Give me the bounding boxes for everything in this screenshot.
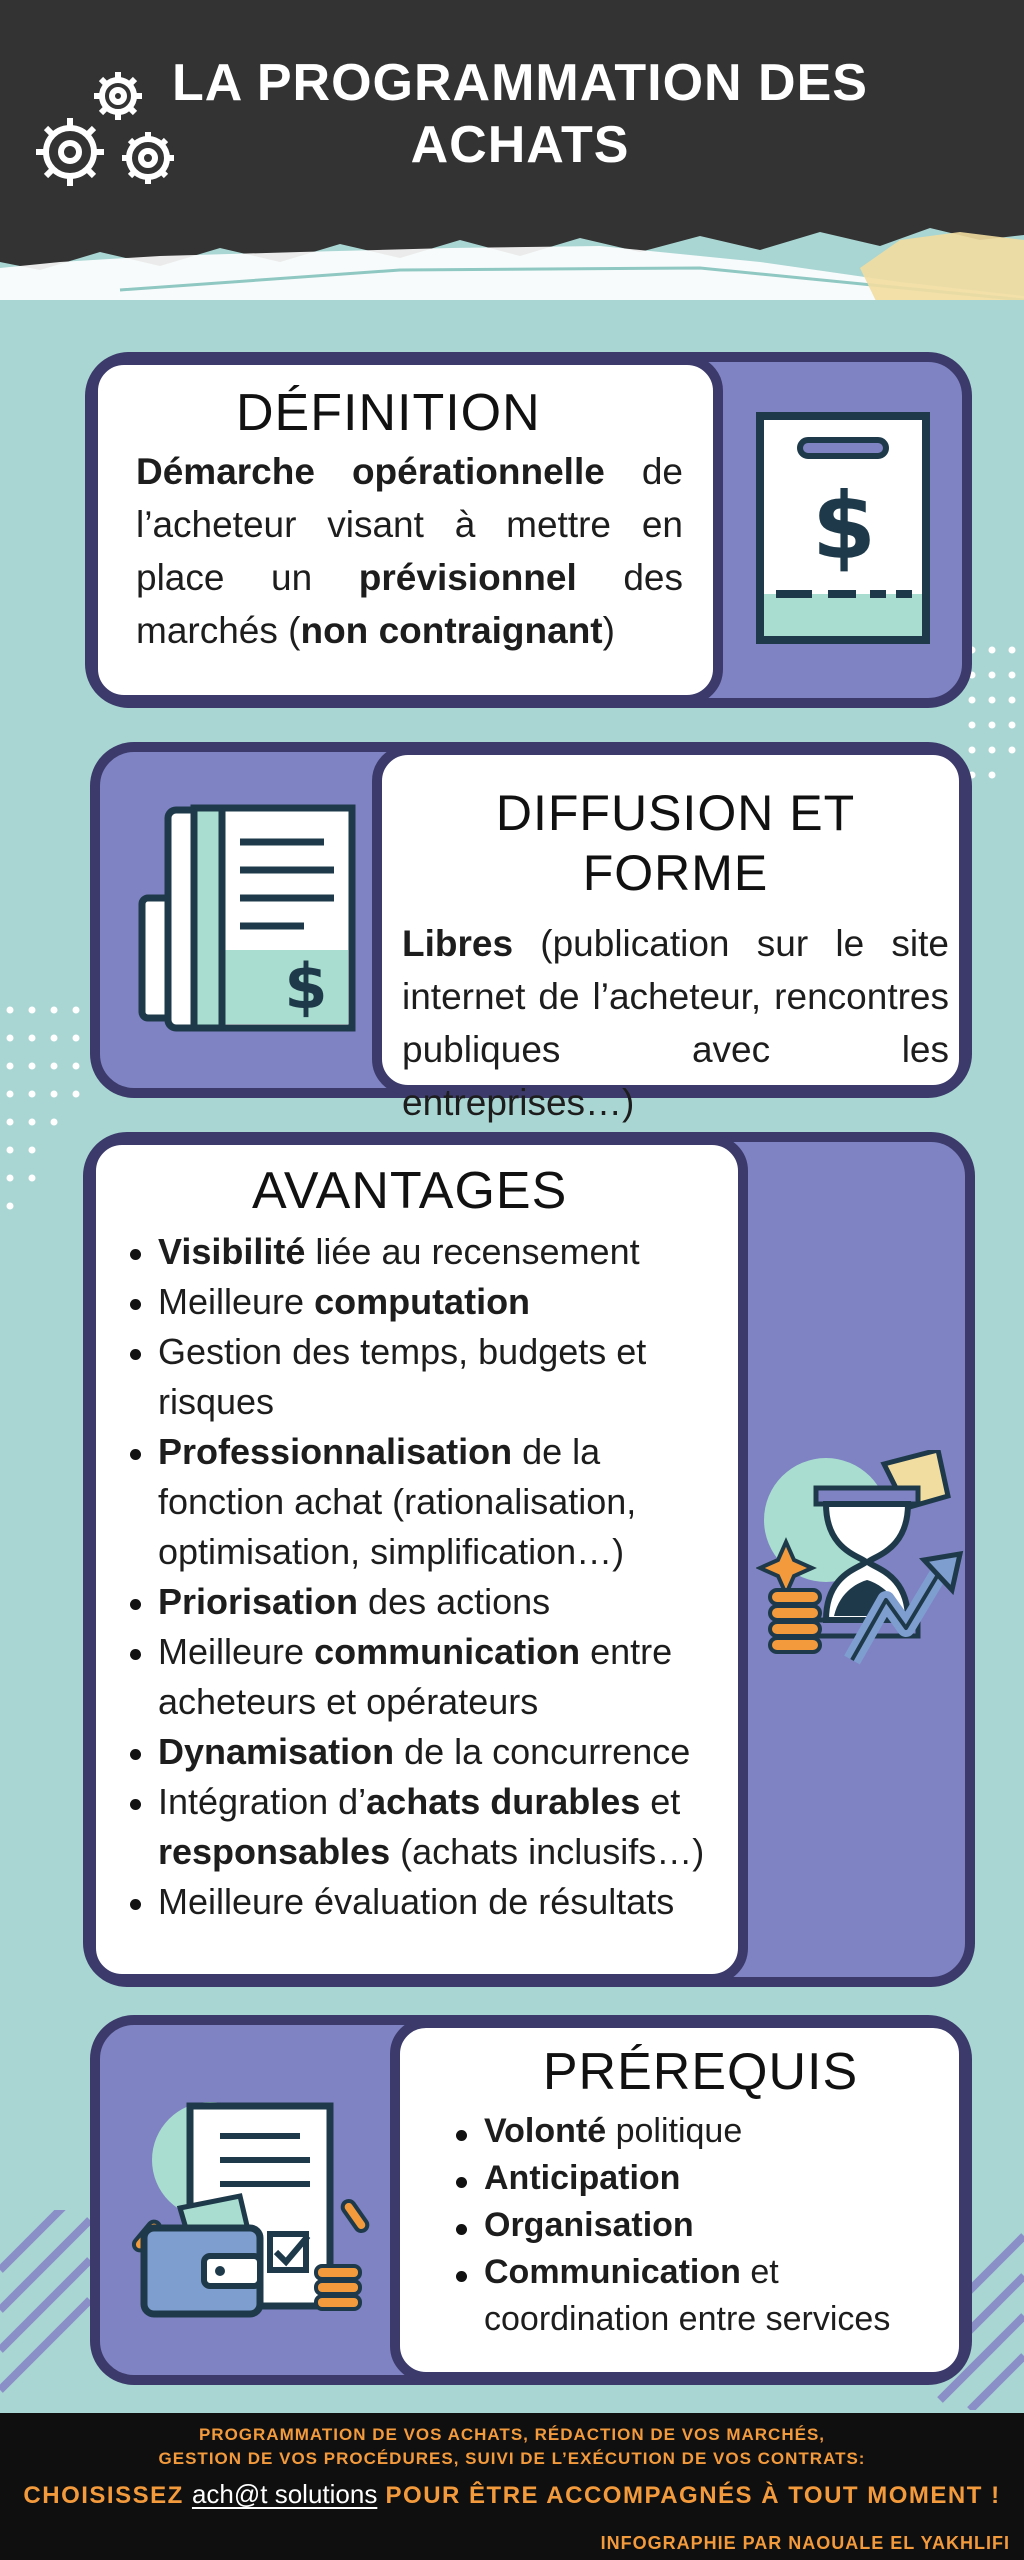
page-title [150, 52, 890, 176]
title-line-2: ACHATS [410, 116, 630, 174]
diffusion-text-rest: (publication sur le site internet de l’acheteur, rencontres publiques avec les entreprises…) [402, 923, 949, 1123]
footer-line-1: PROGRAMMATION DE VOS ACHATS, RÉDACTION DE VOS MARCHÉS, [198, 2425, 826, 2444]
definition-text [136, 445, 683, 657]
list-item-text: et [640, 1781, 681, 1822]
brand-link[interactable]: ach@t solutions [191, 2479, 378, 2509]
prerequis-list [452, 2108, 949, 2343]
header-banner [0, 0, 1024, 300]
diffusion-text [402, 917, 949, 1129]
diffusion-panel [372, 745, 969, 1123]
list-item-bold: Priorisation [158, 1581, 359, 1622]
list-item [126, 1227, 732, 1277]
list-item-text: politique [606, 2112, 743, 2150]
list-item-bold: computation [314, 1281, 531, 1322]
list-item-bold: responsables [158, 1831, 391, 1872]
prerequis-panel [390, 2018, 969, 2382]
list-item-text: de la fonction achat (rationalisation, optimisation, simplification…) [158, 1431, 637, 1572]
footer-services [0, 2413, 1024, 2471]
list-item [452, 2202, 949, 2249]
list-item-bold: Organisation [484, 2206, 694, 2244]
list-item [452, 2249, 949, 2343]
footer [0, 2413, 1024, 2560]
list-item [126, 1427, 732, 1577]
list-item-text: et coordination entre services [484, 2253, 891, 2338]
hourglass-growth-icon [756, 1450, 972, 1676]
footer-line-2: GESTION DE VOS PROCÉDURES, SUIVI DE L’EXÉCUTION DE VOS CONTRATS: [158, 2449, 866, 2468]
list-item-bold: Communication [484, 2253, 741, 2291]
list-item-text: Meilleure évaluation de résultats [158, 1881, 675, 1922]
definition-text-bold-1: Démarche opérationnelle [136, 451, 605, 492]
list-item-bold: communication [314, 1631, 581, 1672]
footer-cta [0, 2477, 1024, 2513]
avantages-title: AVANTAGES [252, 1162, 568, 1220]
title-line-1: LA PROGRAMMATION DES [172, 54, 868, 112]
list-item [126, 1327, 732, 1427]
list-item-bold: Professionnalisation [158, 1431, 513, 1472]
list-item [452, 2155, 949, 2202]
list-item-text: Intégration d’ [158, 1781, 367, 1822]
dollar-phone-icon [752, 408, 936, 648]
list-item [452, 2108, 949, 2155]
definition-text-part-6: ) [602, 610, 615, 651]
list-item-bold: Visibilité [158, 1231, 306, 1272]
definition-text-bold-2: prévisionnel [358, 557, 577, 598]
list-item-text: Gestion des temps, budgets et risques [158, 1331, 647, 1422]
list-item [126, 1877, 732, 1927]
avantages-list [126, 1227, 732, 1927]
definition-title: DÉFINITION [236, 384, 541, 442]
list-item [126, 1727, 732, 1777]
list-item-text: Meilleure [158, 1281, 315, 1322]
list-item-text: (achats inclusifs…) [390, 1831, 705, 1872]
diffusion-title: DIFFUSION ET FORME [495, 785, 856, 901]
svg-text:$: $ [811, 473, 877, 580]
footer-cta-post: POUR ÊTRE ACCOMPAGNÉS À TOUT MOMENT ! [377, 2482, 1001, 2509]
list-item [126, 1627, 732, 1727]
definition-text-part-4: des marchés ( [136, 557, 683, 651]
dot-pattern-left [0, 1000, 80, 1220]
svg-text:$: $ [284, 950, 328, 1023]
list-item-text: liée au recensement [305, 1231, 640, 1272]
list-item [126, 1277, 732, 1327]
avantages-panel [86, 1135, 748, 1984]
definition-panel [88, 355, 723, 705]
list-item-text: des actions [358, 1581, 551, 1622]
footer-credit: INFOGRAPHIE PAR NAOUALE EL YAKHLIFI [600, 2533, 1010, 2553]
list-item [126, 1777, 732, 1877]
list-item-text: Meilleure [158, 1631, 315, 1672]
list-item-bold: Dynamisation [158, 1731, 395, 1772]
list-item-bold: Volonté [484, 2112, 607, 2150]
prerequis-title: PRÉREQUIS [542, 2043, 859, 2101]
dollar-document-icon [134, 800, 364, 1040]
list-item-text: entre acheteurs et opérateurs [158, 1631, 673, 1722]
definition-text-part-2: de l’acheteur visant à mettre en place un [136, 451, 683, 598]
wallet-invoice-icon [120, 2090, 390, 2340]
list-item-bold: achats durables [366, 1781, 641, 1822]
definition-text-bold-3: non contraignant [300, 610, 603, 651]
footer-cta-pre: CHOISISSEZ [23, 2482, 192, 2509]
stripes-left [0, 2210, 90, 2410]
diffusion-text-bold: Libres [402, 923, 514, 964]
list-item [126, 1577, 732, 1627]
list-item-text: de la concurrence [394, 1731, 691, 1772]
list-item-bold: Anticipation [484, 2159, 681, 2197]
